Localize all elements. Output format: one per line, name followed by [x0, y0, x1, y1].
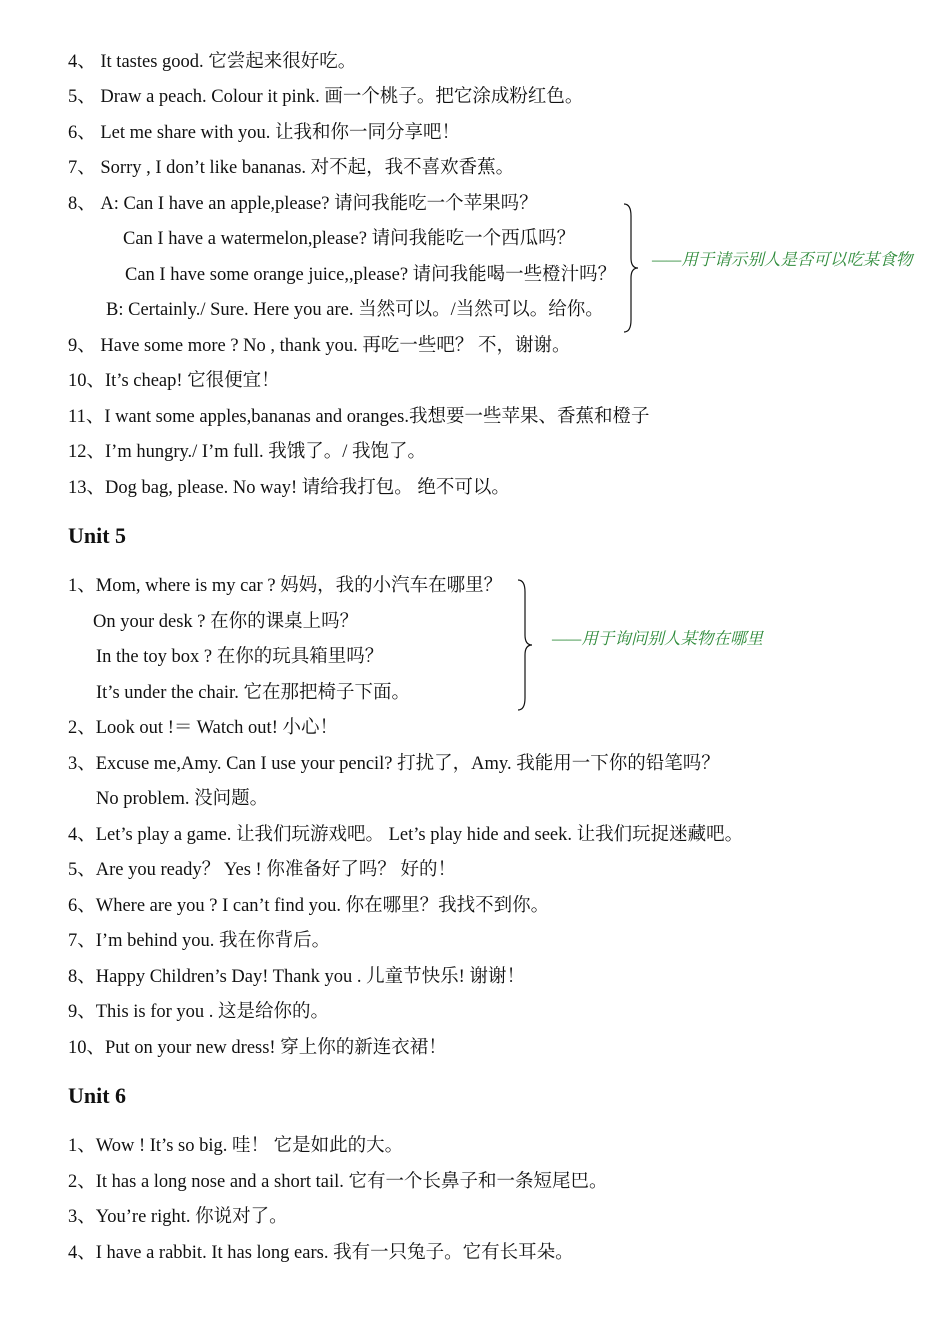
- unit4-line-7: 7、 Sorry , I don’t like bananas. 对不起，我不喜欢香蕉。: [68, 158, 515, 178]
- unit4-line-6: 6、 Let me share with you. 让我和你一同分享吧！: [68, 123, 461, 143]
- unit5-line-1a: 1、Mom, where is my car ? 妈妈，我的小汽车在哪里？: [68, 576, 503, 596]
- unit4-line-11: 11、I want some apples,bananas and oranges.我想要一些苹果、香蕉和橙子: [68, 407, 650, 427]
- unit5-line-5: 5、Are you ready？ Yes ! 你准备好了吗？ 好的！: [68, 860, 456, 880]
- unit4-line-5: 5、 Draw a peach. Colour it pink. 画一个桃子。把它涂成粉红色。: [68, 87, 584, 107]
- unit5-line-3a: 3、Excuse me,Amy. Can I use your pencil? 打扰了，Amy. 我能用一下你的铅笔吗？: [68, 754, 720, 774]
- unit4-line-8c: Can I have some orange juice,,please? 请问我能喝一些橙汁吗？: [125, 265, 617, 285]
- unit6-line-3: 3、You’re right. 你说对了。: [68, 1207, 288, 1227]
- unit5-line-1c: In the toy box ? 在你的玩具箱里吗？: [96, 647, 384, 667]
- unit4-line-8b: Can I have a watermelon,please? 请问我能吃一个西瓜吗？: [123, 229, 576, 249]
- unit5-line-1d: It’s under the chair. 它在那把椅子下面。: [96, 683, 410, 703]
- unit4-line-12: 12、I’m hungry./ I’m full. 我饿了。/ 我饱了。: [68, 442, 426, 462]
- unit4-line-8d: B: Certainly./ Sure. Here you are. 当然可以。/当然可以。给你。: [106, 300, 604, 320]
- unit6-line-4: 4、I have a rabbit. It has long ears. 我有一只兔子。它有长耳朵。: [68, 1243, 574, 1263]
- unit5-curly-brace: [514, 578, 536, 712]
- unit4-line-10: 10、It’s cheap! 它很便宜！: [68, 371, 280, 391]
- unit6-heading: Unit 6: [68, 1083, 127, 1108]
- unit5-line-8: 8、Happy Children’s Day! Thank you . 儿童节快乐! 谢谢！: [68, 967, 525, 987]
- unit5-line-7: 7、I’m behind you. 我在你背后。: [68, 931, 331, 951]
- unit6-line-2: 2、It has a long nose and a short tail. 它有一个长鼻子和一条短尾巴。: [68, 1172, 608, 1192]
- unit4-curly-brace: [620, 202, 642, 334]
- unit5-line-10: 10、Put on your new dress! 穿上你的新连衣裙！: [68, 1038, 447, 1058]
- unit4-line-8a: 8、 A: Can I have an apple,please? 请问我能吃一个苹果吗？: [68, 194, 538, 214]
- unit4-usage-note: ——用于请示别人是否可以吃某食物: [652, 250, 913, 269]
- unit6-line-1: 1、Wow ! It’s so big. 哇！ 它是如此的大。: [68, 1136, 404, 1156]
- unit4-line-4: 4、 It tastes good. 它尝起来很好吃。: [68, 52, 357, 72]
- unit5-line-3b: No problem. 没问题。: [96, 789, 269, 809]
- unit4-line-13: 13、Dog bag, please. No way! 请给我打包。 绝不可以。: [68, 478, 510, 498]
- unit5-line-9: 9、This is for you . 这是给你的。: [68, 1002, 330, 1022]
- unit5-line-6: 6、Where are you ? I can’t find you. 你在哪里？我找不到你。: [68, 896, 550, 916]
- unit4-line-9: 9、 Have some more ? No , thank you. 再吃一些吧？ 不，谢谢。: [68, 336, 571, 356]
- unit5-line-2: 2、Look out !＝ Watch out! 小心！: [68, 718, 338, 738]
- unit5-heading: Unit 5: [68, 523, 127, 548]
- unit5-usage-note: ——用于询问别人某物在哪里: [552, 629, 763, 648]
- unit5-line-4: 4、Let’s play a game. 让我们玩游戏吧。 Let’s play hide and seek. 让我们玩捉迷藏吧。: [68, 825, 744, 845]
- unit5-line-1b: On your desk ? 在你的课桌上吗？: [93, 612, 359, 632]
